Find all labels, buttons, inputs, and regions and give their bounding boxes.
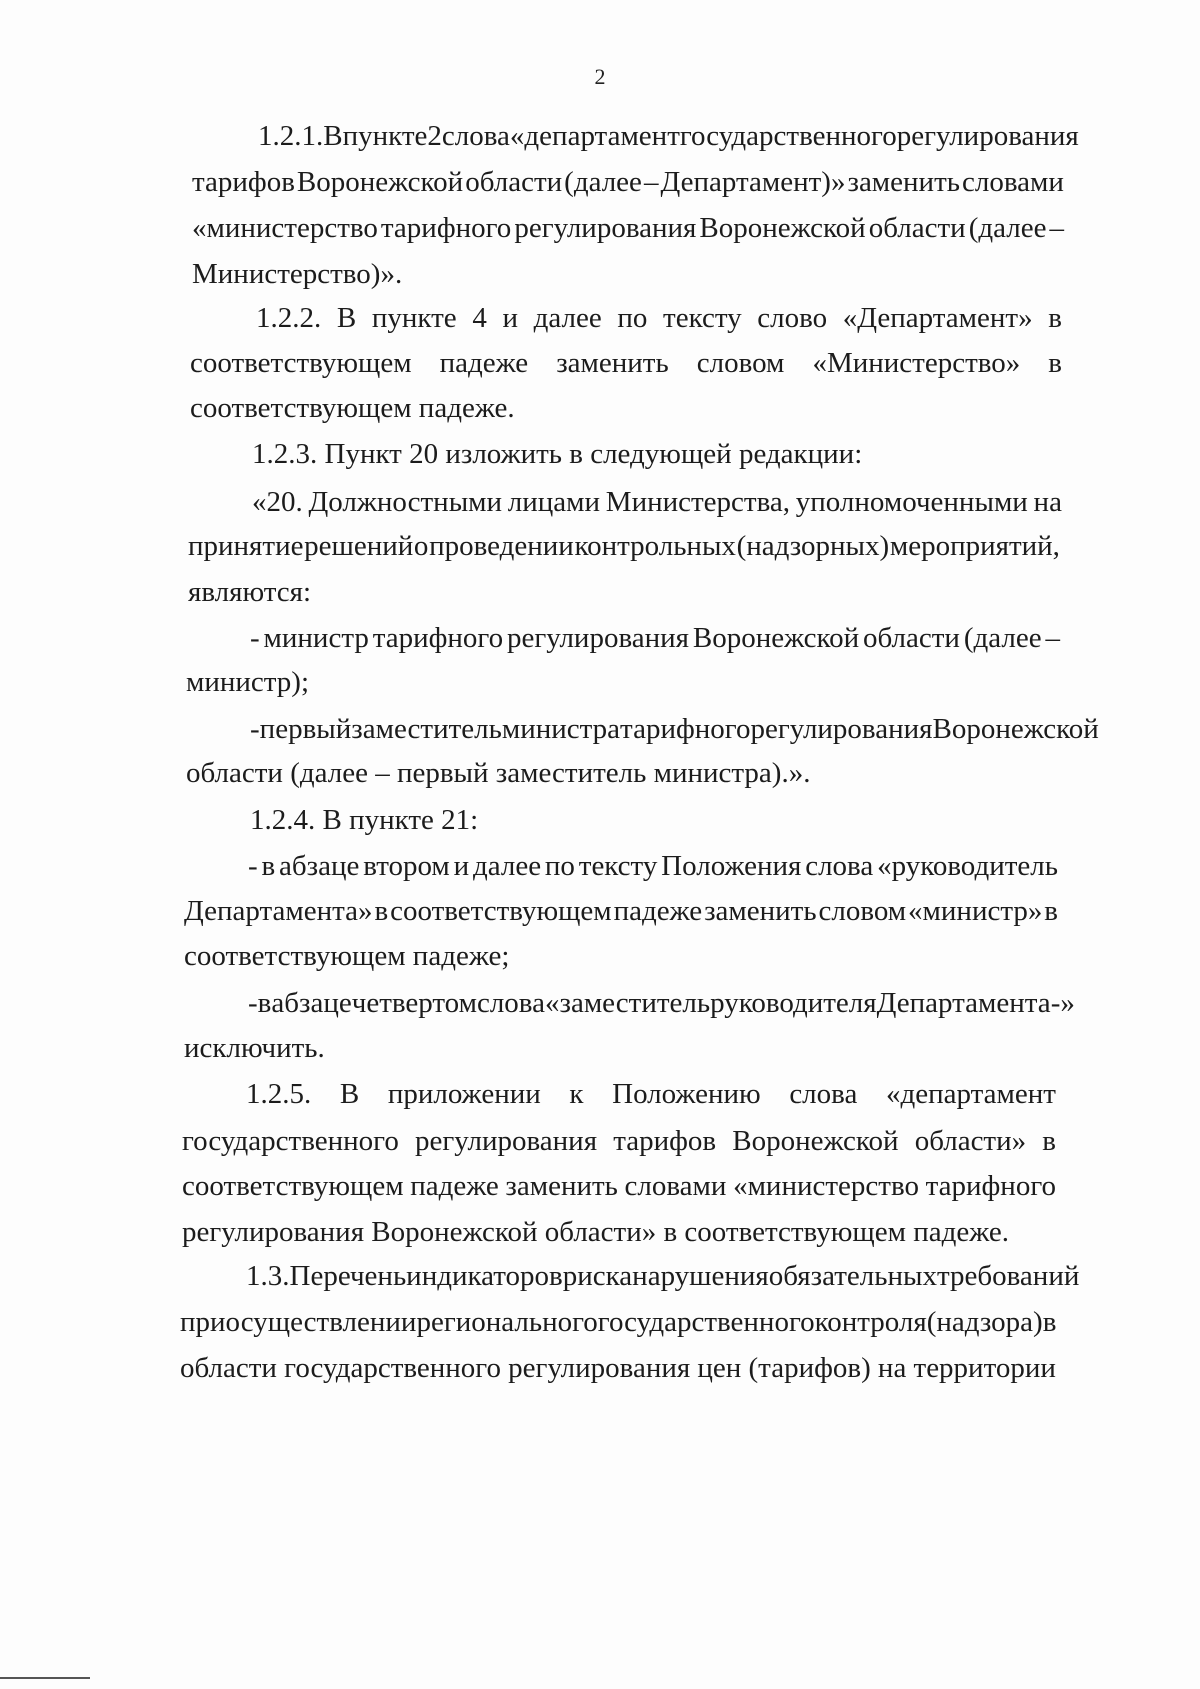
text-line: соответствующем падеже. [190,392,515,424]
page-number: 2 [594,64,606,89]
text-line: регулирования Воронежской области» в соответствующем падеже. [182,1216,1010,1248]
text-line: - в абзаце втором и далее по тексту Положения слова «руководитель [248,850,1058,882]
bottom-rule [0,1677,90,1679]
text-line: министр); [186,666,310,698]
text-line: «министерство тарифного регулирования Воронежской области (далее – [192,212,1064,244]
text-line: 1.2.5. В приложении к Положению слова «департамент [246,1078,1056,1110]
text-line: соответствующем падеже; [184,940,510,972]
text-line: соответствующем падеже заменить словом «Министерство» в [190,347,1062,379]
text-line: 1.2.4. В пункте 21: [250,804,479,836]
text-line: соответствующем падеже заменить словами «министерство тарифного [182,1170,1056,1202]
text-line: области (далее – первый заместитель министра).». [186,757,811,789]
text-line: государственного регулирования тарифов Воронежской области» в [182,1125,1056,1157]
text-line: являются: [188,576,312,608]
text-line: области государственного регулирования цен (тарифов) на территории [180,1352,1056,1384]
text-line: - министр тарифного регулирования Воронежской области (далее – [250,622,1060,654]
text-line: 1.2.1. В пункте 2 слова «департамент государственного регулирования [258,120,1079,152]
text-line: исключить. [184,1032,325,1064]
text-line: - в абзаце четвертом слова «заместитель руководителя Департамента -» [248,987,1075,1019]
text-line: тарифов Воронежской области (далее – Департамент)» заменить словами [192,166,1064,198]
text-line: 1.3. Перечень индикаторов риска нарушения обязательных требований [246,1260,1080,1292]
text-line: «20. Должностными лицами Министерства, уполномоченными на [252,486,1062,518]
text-line: 1.2.3. Пункт 20 изложить в следующей редакции: [252,438,863,470]
text-line: принятие решений о проведении контрольных (надзорных) мероприятий, [188,530,1060,562]
text-line: при осуществлении регионального государственного контроля (надзора) в [180,1306,1057,1338]
text-line: Департамента» в соответствующем падеже заменить словом «министр» в [184,895,1058,927]
text-line: 1.2.2. В пункте 4 и далее по тексту слово «Департамент» в [256,302,1062,334]
text-line: Министерство)». [192,258,403,290]
text-line: - первый заместитель министра тарифного регулирования Воронежской [250,713,1099,745]
